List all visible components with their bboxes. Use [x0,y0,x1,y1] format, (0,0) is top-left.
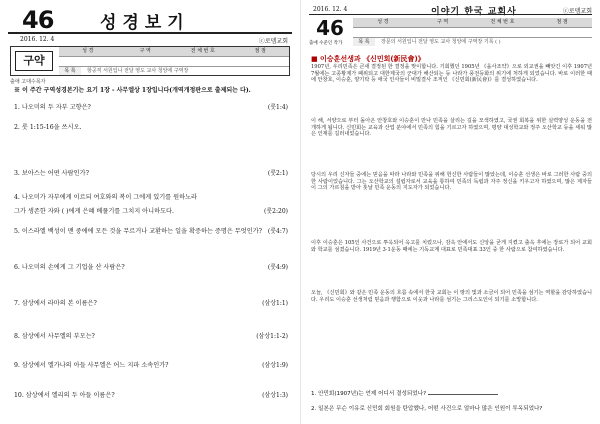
table-value-cell[interactable] [353,27,413,36]
question-ref: (삼상1:1-2) [256,333,288,340]
question-text: 1. 나오미의 두 자부 고향은? [14,104,91,111]
question [14,362,288,370]
question-ref: (룻2:20) [264,208,288,215]
sub-question [311,405,592,413]
info-table [353,18,592,46]
page-title: 이야기 한국 교회사 [431,7,517,17]
question-ref: (룻4:7) [267,228,288,235]
question-text: 3. 보아스는 어떤 사람인가? [14,170,89,177]
table-value-row [353,27,592,36]
paragraph: 이 해, 서양으로 부터 돌아온 안창호와 이승훈이 만나 민족을 살리는 길을 모색하였고, 국권 회복을 위한 실력양성 운동을 전개하게 됩니다. 신민회는 교육과 산업 분야에서 민족의 힘을 기르고자 하였으며, 평양 대성학교와 정주 오산학교 등을 세워 많은 인재를 길러내었습니다. [311,118,592,138]
issue-date: 2016. 12. 4 [20,36,55,43]
table-value-row [59,56,289,65]
table-header-row [353,18,592,27]
question-ref: (삼상1:3) [262,392,288,399]
notes-value: 항공직 서원입니 전달 영도 교사 청앙에 구역장 [87,68,189,74]
history-page [300,0,600,424]
table-header-cell: 점 점 [254,48,266,54]
question-text: 9. 삼상에서 엘가나의 아들 사무엘은 어느 지파 소속인가? [14,362,169,369]
question-text: 10. 삼상에서 엘리의 두 아들 이름은? [14,392,115,399]
table-value-cell[interactable] [117,56,175,65]
church-label: ⓒ로뎀교회 [258,38,288,45]
question [14,300,288,308]
issue-sub-label: 출애 수준인 작가 [309,41,343,46]
sub-question [311,390,592,398]
table-value-cell[interactable] [532,27,592,36]
table-value-cell[interactable] [232,56,290,65]
table-header-cell: 전 체 번 호 [490,19,515,25]
question [14,264,288,272]
notes-row [353,37,592,46]
section-sub-label: 출애 고대수목자 [10,79,46,85]
paragraph: 1907년, 우리민족은 큰새 결정된 한 결정을 맞이합니다. 기회했던 1905년 《을사조약》으로 외교권을 빼앗긴 이후 1907년 7월에는 고종황제가 폐위되고 대한제국의 군대가 해산되는 등 나라가 풍전등화의 위기에 처하게 되었습니다. 바로 이러한 때에 안창호, 이승훈, 양기탁 등 애국 인사들이 비밀결사 조직인 《신민회(新民會)》를 결성하였습니다. [311,64,592,84]
header-rule [8,32,292,34]
question-text: 그가 생존한 자와 ( )에게 은혜 베풀기를 그치지 아니하도다. [14,208,175,215]
question-text: 7. 삼상에서 라마의 본 이름은? [14,300,97,307]
issue-number: 46 [316,16,344,40]
question [14,228,288,236]
sub-question-text: 2. 일본은 무슨 이유로 신민회 회원을 탄압했나, 어떤 사건으로 얼마나 많은 인원이 투옥되었나? [311,406,543,412]
question-ref: (룻2:1) [267,170,288,177]
table-value-cell[interactable] [59,56,117,65]
section-label: 구약 [15,51,53,71]
table-header-cell: 전 체 번 호 [190,48,215,54]
question [14,208,288,216]
question-ref: (삼상1:9) [262,362,288,369]
table-header-cell: 성 경 [82,48,94,54]
table-header-cell: 구 역 [139,48,151,54]
question-text: 8. 삼상에서 사무엘의 부모는? [14,333,95,340]
table-value-cell[interactable] [174,56,232,65]
question-text: 6. 나오미의 손에게 그 기업을 산 사람은? [14,264,125,271]
issue-date: 2016. 12. 4 [313,6,348,13]
info-table [59,47,289,75]
header-rule [309,14,592,15]
table-value-cell[interactable] [413,27,473,36]
sub-question-text: 1. 안민회(1907년)는 언제 어디서 결성되었나? [311,391,427,397]
info-box [10,46,290,76]
paragraph: 오늘, 《신민회》와 같은 민족 운동의 흐름 속에서 한국 교회는 이 땅의 빛과 소금이 되어 민족을 섬기는 역할을 감당하였습니다. 우리도 이승훈 선생처럼 믿음과 행함으로 이웃과 나라를 섬기는 그리스도인이 되기를 소망합니다. [311,290,592,303]
paragraph: 이후 이승훈은 105인 사건으로 투옥되어 옥고를 치렀으나, 감옥 안에서도 신앙을 굳게 지켰고 출옥 후에는 장로가 되어 교회와 학교를 섬겼습니다. 1919년 3·1운동 때에는 기독교계 대표로 민족대표 33인 중 한 사람으로 참여하였습니다. [311,240,592,253]
notes-value: 장문의 서원입니 전달 영도 교사 청앙에 구역장 기록 ( ) [381,39,501,45]
question-text: 4. 나오미가 자부에게 이르되 여호와의 복이 그에게 있기를 원하노라 [14,194,198,201]
question-ref: (룻1:4) [267,104,288,111]
answer-line[interactable] [428,394,498,395]
table-value-cell[interactable] [473,27,533,36]
question-text: 5. 이스라엘 백성이 맨 중에에 모든 것을 무르거나 교환하는 일을 확증하는 증명은 무엇인가? [14,228,262,235]
notes-key: 목 록 [59,67,81,75]
notes-row [59,66,289,75]
question [14,392,288,400]
instruction-text: ※ 이 주간 구역성경본기는 요기 1장 - 사무엘상 1장입니다(개역개정판으로 출제되는 다). [14,87,251,94]
issue-number: 46 [22,6,54,34]
table-header-row [59,47,289,56]
question-ref: (삼상1:1) [262,300,288,307]
section-heading: ■ 이승훈선생과 《신민회(新民會)》 [311,55,425,63]
table-header-cell: 성 경 [377,19,389,25]
question [14,194,288,202]
page-title: 성경보기 [100,13,190,33]
question-ref: (룻4:9) [267,264,288,271]
church-label: ⓒ로뎀교회 [562,8,592,15]
question [14,104,288,112]
question [14,170,288,178]
table-header-cell: 점 점 [556,19,568,25]
question [14,333,288,341]
table-header-cell: 구 역 [437,19,449,25]
notes-key: 목 록 [353,38,375,46]
question [14,124,288,132]
paragraph: 당시의 우리 신자들 중에는 믿음을 따라 나라와 민족을 위해 헌신한 사람들이 많았는데, 이승훈 선생은 바로 그러한 사람 중의 한 사람이었습니다. 그는 오산학교의 설립자로서 교육을 통하여 민족의 독립과 자주 정신을 키우고자 하였으며, 많은 제자들이 그의 가르침을 받아 훗날 민족 운동의 지도자가 되었습니다. [311,172,592,192]
question-text: 2. 룻 1:15-16을 쓰시오. [14,124,82,131]
